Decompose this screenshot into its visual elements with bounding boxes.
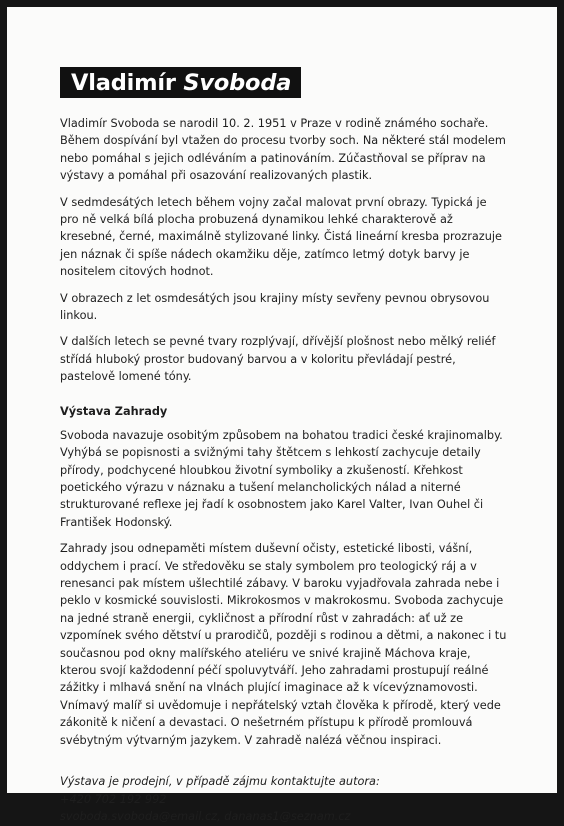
artist-name-title: [60, 67, 301, 98]
poster-content: [60, 67, 508, 826]
bio-paragraph: V sedmdesátých letech během vojny začal malovat první obrazy. Typická je pro ně velká bílá plocha probuzená dynamikou lehké charakterově až kresebné, černé, maximálně stylizované linky. Čistá lineární kresba prozrazuje jen náznak či spíše nádech okamžiku děje, zatímco letmý dotyk barvy je nositelem citových hodnot.: [60, 195, 502, 279]
artist-last-name: Svoboda: [183, 70, 292, 96]
exhibition-heading: Výstava Zahrady: [60, 404, 168, 418]
exhibition-paragraph: Zahrady jsou odnepaměti místem duševní očisty, estetické libosti, vášní, oddychem i prací. Ve středověku se staly symbolem pro teologický ráj a v renesanci pak místem ušlechtilé zábavy. V baroku vyjadřovala zahrada nebe i peklo v kosmické souvislosti. Mikrokosmos v makrokosmu. Svoboda zachycuje na jedné straně energii, cykličnost a přírodní růst v zahradách: ať už ze vzpomínek svého dětství u prarodičů, později s rodinou a dětmi, a nakonec i tu současnou pod okny malířského ateliéru ve snivé krajině Máchova kraje, kterou svojí každodenní péčí spoluvytváří. Jeho zahradami prostupují reálné zážitky i mlhavá snění na vlnách plující imaginace až k vícevýznamovosti. Vnímavý malíř si uvědomuje i nepřátelský vztah člověka k přírodě, který vede zákonitě k ničení a devastaci. O nešetrném přístupu k přírodě promlouvá svébytným výtvarným jazykem. V zahradě nalézá věčnou inspiraci.: [60, 542, 507, 747]
contact-phone: +420 702 192 992: [60, 792, 167, 806]
contact-note: Výstava je prodejní, v případě zájmu kontaktujte autora:: [60, 775, 380, 788]
exhibition-paragraph: Svoboda navazuje osobitým způsobem na bohatou tradici české krajinomalby. Vyhýbá se popisnosti a svižnými tahy štětcem s lehkostí zachycuje detaily přírody, podchycené hloubkou životní symboliky a zkušeností. Křehkost poetického výrazu v náznaku a tušení melancholických nálad a niterné strukturované reflexe jej řadí k osobnostem jako Karel Valter, Ivan Ouhel či František Hodonský.: [60, 428, 503, 529]
contact-emails: svoboda.svoboda@email.cz, dananas1@seznam.cz: [60, 810, 351, 824]
bio-paragraph: V obrazech z let osmdesátých jsou krajiny místy sevřeny pevnou obrysovou linkou.: [60, 291, 490, 323]
poster-sheet: [7, 7, 557, 824]
bio-paragraph: Vladimír Svoboda se narodil 10. 2. 1951 v Praze v rodině známého sochaře. Během dospívání byl vtažen do procesu tvorby soch. Na některé stál modelem nebo pomáhal s jejich odléváním a patinováním. Zúčastňoval se příprav na výstavy a pomáhal při osazování realizovaných plastik.: [60, 117, 506, 183]
artist-first-name: Vladimír: [71, 70, 176, 96]
bio-paragraph: V dalších letech se pevné tvary rozplývají, dřívější plošnost nebo mělký reliéf střídá hluboký prostor budovaný barvou a v koloritu převládají pestré, pastelově lomené tóny.: [60, 335, 496, 384]
contact-block: [60, 773, 508, 826]
